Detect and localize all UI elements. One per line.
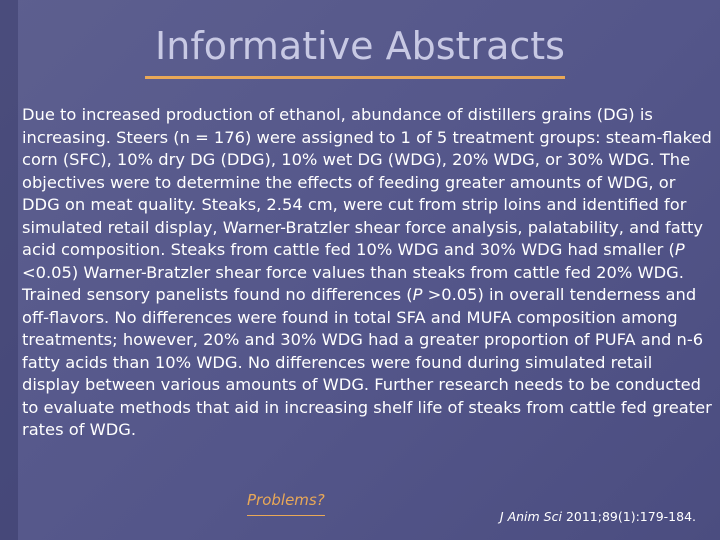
citation-details: 2011;89(1):179-184.	[561, 509, 696, 524]
citation-journal: J Anim Sci	[499, 509, 562, 524]
abstract-text-part-3: >0.05) in overall tenderness and off-flavors. No differences were found in total SFA and MUFA composition among treatments; however, 20% and 30% WDG had a greater proportion of PUFA and n-6 fatty acids than 10% WDG. No differences were found during simulated retail display between various amounts of WDG. Further research needs to be conducted to evaluate methods that aid in increasing shelf life of steaks from cattle fed greater rates of WDG.	[22, 285, 712, 439]
abstract-text-part-2: <0.05) Warner-Bratzler shear force values than steaks from cattle fed 20% WDG. Trained sensory panelists found no differences (	[22, 262, 684, 304]
problems-link[interactable]: Problems?	[247, 491, 325, 509]
title-underline	[145, 76, 565, 79]
p-value-symbol: P	[674, 240, 685, 259]
p-value-symbol: P	[412, 285, 423, 304]
abstract-paragraph	[22, 104, 714, 442]
slide-title: Informative Abstracts	[155, 24, 565, 68]
journal-citation	[500, 508, 696, 526]
left-edge-band	[0, 0, 18, 540]
problems-link-underline	[247, 515, 325, 516]
abstract-text-part-1: Due to increased production of ethanol, abundance of distillers grains (DG) is increasing. Steers (n = 176) were assigned to 1 of 5 treatment groups: steam-flaked corn (SFC), 10% dry DG (DDG), 10% wet DG (WDG), 20% WDG, or 30% WDG. The objectives were to determine the effects of feeding greater amounts of WDG, or DDG on meat quality. Steaks, 2.54 cm, were cut from strip loins and identified for simulated retail display, Warner-Bratzler shear force analysis, palatability, and fatty acid composition. Steaks from cattle fed 10% WDG and 30% WDG had smaller (	[22, 105, 712, 259]
